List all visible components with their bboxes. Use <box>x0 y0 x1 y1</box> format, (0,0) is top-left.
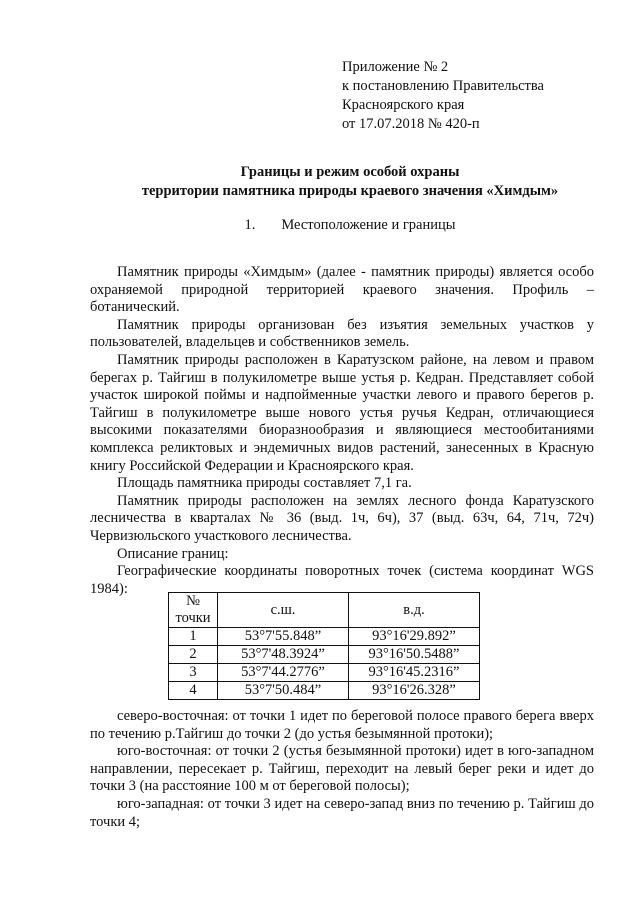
paragraph: Памятник природы расположен в Каратузском районе, на левом и правом берегах р. Тайгиш в полукилометре выше устья р. Кедран. Представляет собой участок широкой поймы и надпойменные участки левого и правого берегов р. Тайгиш в полукилометре выше нового устья ручья Кедран, отличающиеся высокими показателями биоразнообразия и являющиеся местообитаниями комплекса реликтовых и эндемичных видов растений, занесенных в Красную книгу Российской Федерации и Красноярского края. <box>90 351 594 474</box>
annex-line: от 17.07.2018 № 420-п <box>342 116 480 132</box>
point-number: 4 <box>169 682 218 700</box>
paragraph: Памятник природы организован без изъятия земельных участков у пользователей, владельцев и собственников земель. <box>90 316 594 351</box>
table-row <box>169 628 480 646</box>
point-number: 1 <box>169 628 218 646</box>
annex-line: Красноярского края <box>342 97 465 113</box>
section-number: 1. <box>244 217 256 233</box>
latitude-cell: 53°7'48.3924” <box>218 646 349 664</box>
point-number: 3 <box>169 664 218 682</box>
coordinates-table <box>168 592 480 700</box>
paragraph: Памятник природы «Химдым» (далее - памятник природы) является особо охраняемой природной территорией краевого значения. Профиль – ботанический. <box>90 264 594 316</box>
table-row <box>169 646 480 664</box>
header-latitude: с.ш. <box>218 593 349 628</box>
paragraph: Описание границ: <box>117 545 229 562</box>
boundary-paragraph: юго-западная: от точки 3 идет на северо-запад вниз по течению р. Тайгиш до точки 4; <box>90 795 594 830</box>
longitude-cell: 93°16'29.892” <box>349 628 480 646</box>
section-label: Местоположение и границы <box>281 217 456 233</box>
paragraph: Памятник природы расположен на землях лесного фонда Каратузского лесничества в кварталах № 36 (выд. 1ч, 6ч), 37 (выд. 63ч, 64, 71ч, 72ч) Червизюльского участкового лесничества. <box>90 492 594 544</box>
title-line-2: территории памятника природы краевого значения «Химдым» <box>141 183 559 199</box>
point-number: 2 <box>169 646 218 664</box>
boundary-descriptions <box>90 708 594 831</box>
latitude-cell: 53°7'50.484” <box>218 682 349 700</box>
paragraph: Площадь памятника природы составляет 7,1 га. <box>117 475 412 492</box>
paragraph: Географические координаты поворотных точек (система координат WGS 1984): <box>90 563 594 597</box>
header-point-number: № точки <box>169 593 218 628</box>
annex-line: к постановлению Правительства <box>342 78 544 94</box>
title-line-1: Границы и режим особой охраны <box>240 164 460 180</box>
body-text <box>90 264 594 598</box>
latitude-cell: 53°7'55.848” <box>218 628 349 646</box>
longitude-cell: 93°16'26.328” <box>349 682 480 700</box>
boundary-paragraph: северо-восточная: от точки 1 идет по береговой полосе правого берега вверх по течению р.Тайгиш до точки 2 (до устья безымянной протоки); <box>90 708 594 742</box>
boundary-paragraph: юго-восточная: от точки 2 (устья безымянной протоки) идет в юго-западном направлении, пересекает р. Тайгиш, переходит на левый берег реки и идет до точки 3 (на расстояние 100 м от береговой полосы); <box>90 743 594 795</box>
annex-line: Приложение № 2 <box>342 59 449 75</box>
longitude-cell: 93°16'45.2316” <box>349 664 480 682</box>
latitude-cell: 53°7'44.2776” <box>218 664 349 682</box>
table-row <box>169 664 480 682</box>
table-row <box>169 682 480 700</box>
header-longitude: в.д. <box>349 593 480 628</box>
section-heading <box>90 217 610 234</box>
table-header-row <box>169 593 480 628</box>
annex-header <box>342 58 544 134</box>
document-title <box>90 163 610 201</box>
longitude-cell: 93°16'50.5488” <box>349 646 480 664</box>
